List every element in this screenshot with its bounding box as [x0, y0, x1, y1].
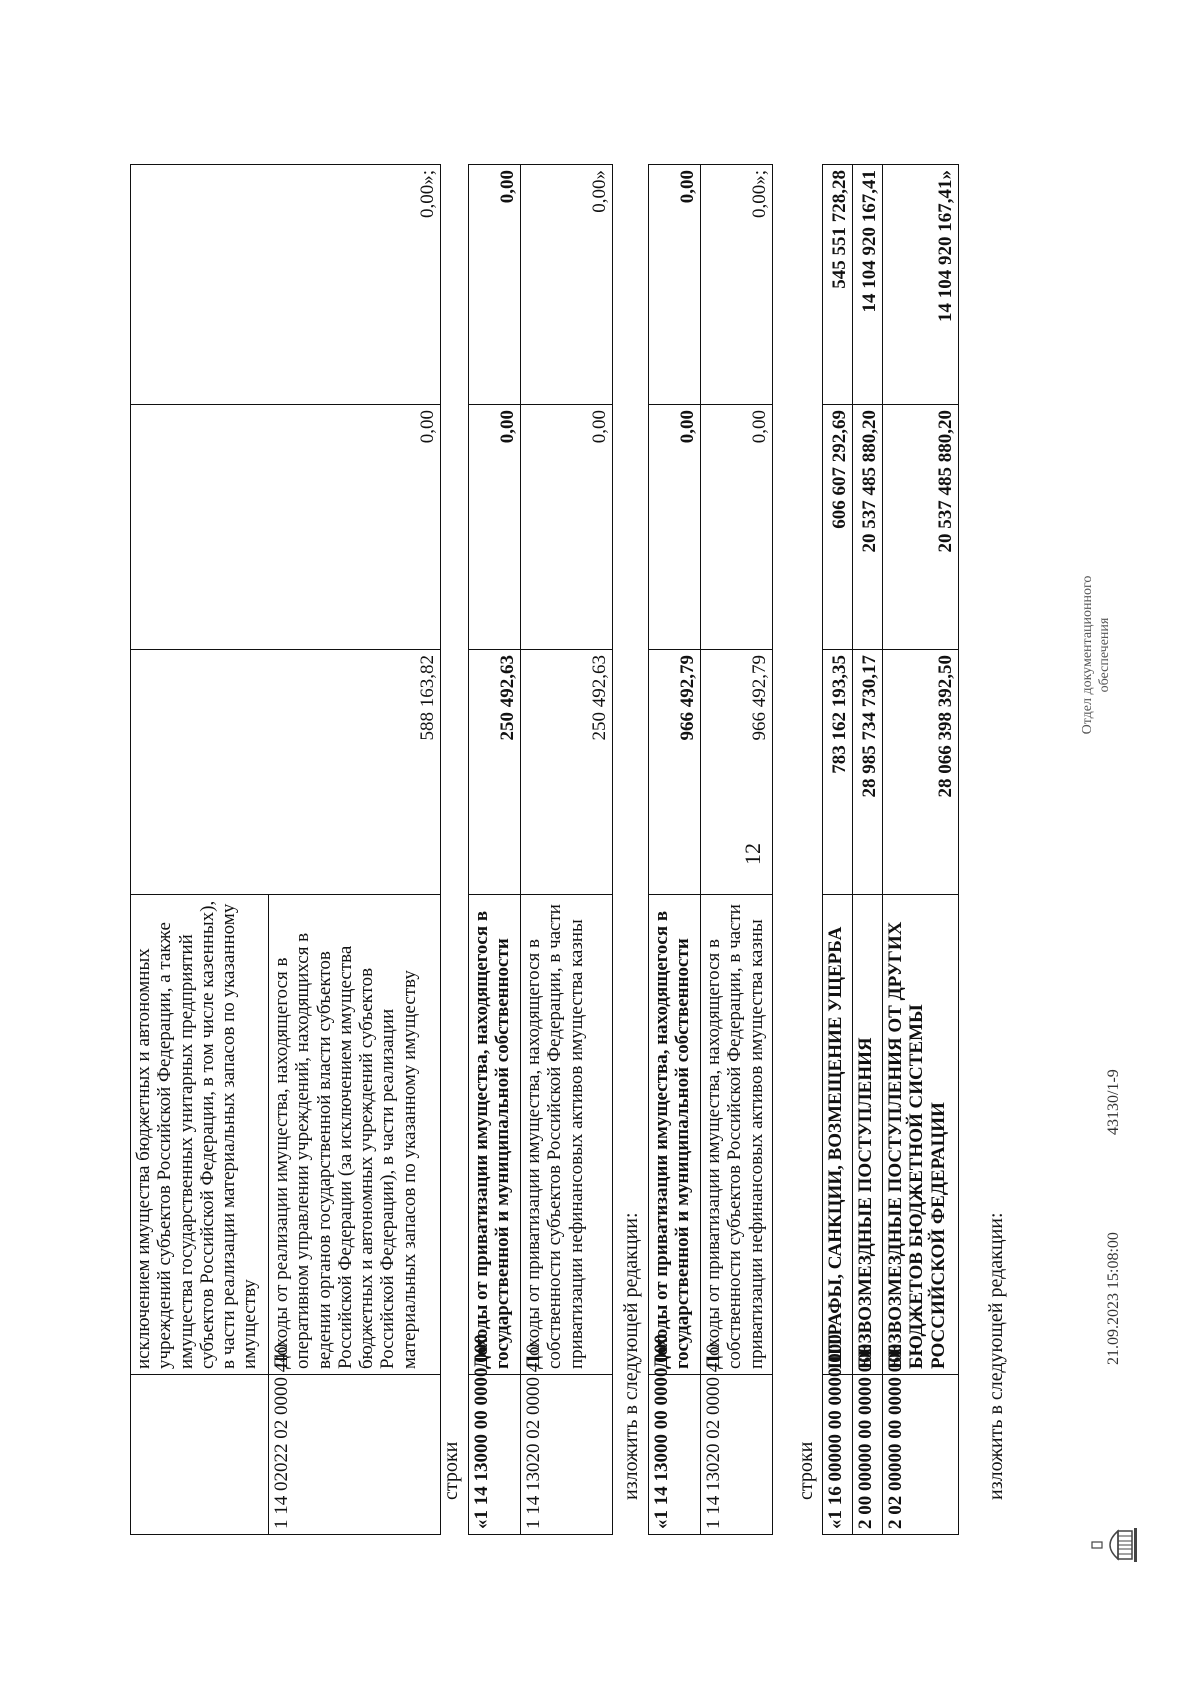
row-value-3: 0,00»;: [131, 165, 441, 405]
row-value-1: 28 066 398 392,50: [883, 650, 959, 895]
row-code: 1 14 02022 02 0000 440: [269, 1375, 441, 1535]
row-value-3: 0,00: [649, 165, 701, 405]
table-row: [701, 165, 773, 1535]
label-izlozhit: изложить в следующей редакции:: [985, 1212, 1007, 1500]
table-row: [823, 165, 853, 1535]
duma-logo-icon: [1090, 1525, 1150, 1565]
row-value-2: 20 537 485 880,20: [883, 405, 959, 650]
row-value-2: 0,00: [469, 405, 521, 650]
row-value-2: 0,00: [649, 405, 701, 650]
row-code: [131, 1375, 269, 1535]
row-value-1: 588 163,82: [131, 650, 441, 895]
row-value-2: 0,00: [521, 405, 613, 650]
stamp-line-1: Отдел документационного: [1080, 575, 1095, 735]
row-name: БЕЗВОЗМЕЗДНЫЕ ПОСТУПЛЕНИЯ: [853, 895, 883, 1375]
row-value-3: 0,00: [469, 165, 521, 405]
row-value-3: 14 104 920 167,41»: [883, 165, 959, 405]
row-code: 2 00 00000 00 0000 000: [853, 1375, 883, 1535]
row-value-1: 966 492,79: [649, 650, 701, 895]
row-value-1: 250 492,63: [469, 650, 521, 895]
row-name: Доходы от приватизации имущества, находящегося в государственной и муниципальной собственности: [649, 895, 701, 1375]
row-value-3: 0,00»;: [701, 165, 773, 405]
table-row: [883, 165, 959, 1535]
row-value-1: 28 985 734 730,17: [853, 650, 883, 895]
label-stroki: строки: [440, 1441, 462, 1500]
row-code: «1 16 00000 00 0000 000: [823, 1375, 853, 1535]
row-name: ШТРАФЫ, САНКЦИИ, ВОЗМЕЩЕНИЕ УЩЕРБА: [823, 895, 853, 1375]
page-number: 12: [740, 843, 765, 865]
footer-doc-number: 43130/1-9: [1105, 1069, 1122, 1135]
table-row: [853, 165, 883, 1535]
table-row: [521, 165, 613, 1535]
label-stroki: строки: [795, 1441, 817, 1500]
row-value-2: 0,00: [131, 405, 441, 650]
table-new-privatization: [648, 164, 773, 1535]
row-code: 1 14 13020 02 0000 410: [701, 1375, 773, 1535]
table-continuation: [130, 164, 441, 1535]
table-row: [649, 165, 701, 1535]
table-old-privatization: [468, 164, 613, 1535]
row-value-2: 606 607 292,69: [823, 405, 853, 650]
department-stamp: [1080, 535, 1114, 775]
table-row: [469, 165, 521, 1535]
row-code: 1 14 13020 02 0000 410: [521, 1375, 613, 1535]
row-value-2: 0,00: [701, 405, 773, 650]
table-row: [131, 165, 269, 1535]
row-name: Доходы от реализации имущества, находящегося в оперативном управлении учреждений, находящихся в ведении органов государственной власти субъектов Российской Федерации (за исключением имущества бюджетных и автономных учреждений субъектов Российской Федерации), в части реализации материальных запасов по указанному имуществу: [269, 895, 441, 1375]
row-value-3: 14 104 920 167,41: [853, 165, 883, 405]
row-code: «1 14 13000 00 0000 000: [469, 1375, 521, 1535]
table-gratuitous-receipts: [822, 164, 959, 1535]
row-name: Доходы от приватизации имущества, находящегося в собственности субъектов Российской Федерации, в части приватизации нефинансовых активов имущества казны: [701, 895, 773, 1375]
row-name: Доходы от приватизации имущества, находящегося в государственной и муниципальной собственности: [469, 895, 521, 1375]
row-name: Доходы от приватизации имущества, находящегося в собственности субъектов Российской Федерации, в части приватизации нефинансовых активов имущества казны: [521, 895, 613, 1375]
row-value-1: 783 162 193,35: [823, 650, 853, 895]
footer-timestamp: 21.09.2023 15:08:00: [1105, 1232, 1122, 1365]
row-name: исключением имущества бюджетных и автономных учреждений субъектов Российской Федерации, а также имущества государственных унитарных предприятий субъектов Российской Федерации, в том числе казенных), в части реализации материальных запасов по указанному имуществу: [131, 895, 269, 1375]
row-value-2: 20 537 485 880,20: [853, 405, 883, 650]
label-izlozhit: изложить в следующей редакции:: [620, 1212, 642, 1500]
row-value-3: 0,00»: [521, 165, 613, 405]
stamp-line-2: обеспечения: [1096, 617, 1112, 693]
row-code: «1 14 13000 00 0000 000: [649, 1375, 701, 1535]
row-value-3: 545 551 728,28: [823, 165, 853, 405]
row-value-1: 966 492,79: [701, 650, 773, 895]
row-value-1: 250 492,63: [521, 650, 613, 895]
row-name: БЕЗВОЗМЕЗДНЫЕ ПОСТУПЛЕНИЯ ОТ ДРУГИХ БЮДЖЕТОВ БЮДЖЕТНОЙ СИСТЕМЫ РОССИЙСКОЙ ФЕДЕРАЦИИ: [883, 895, 959, 1375]
row-code: 2 02 00000 00 0000 000: [883, 1375, 959, 1535]
